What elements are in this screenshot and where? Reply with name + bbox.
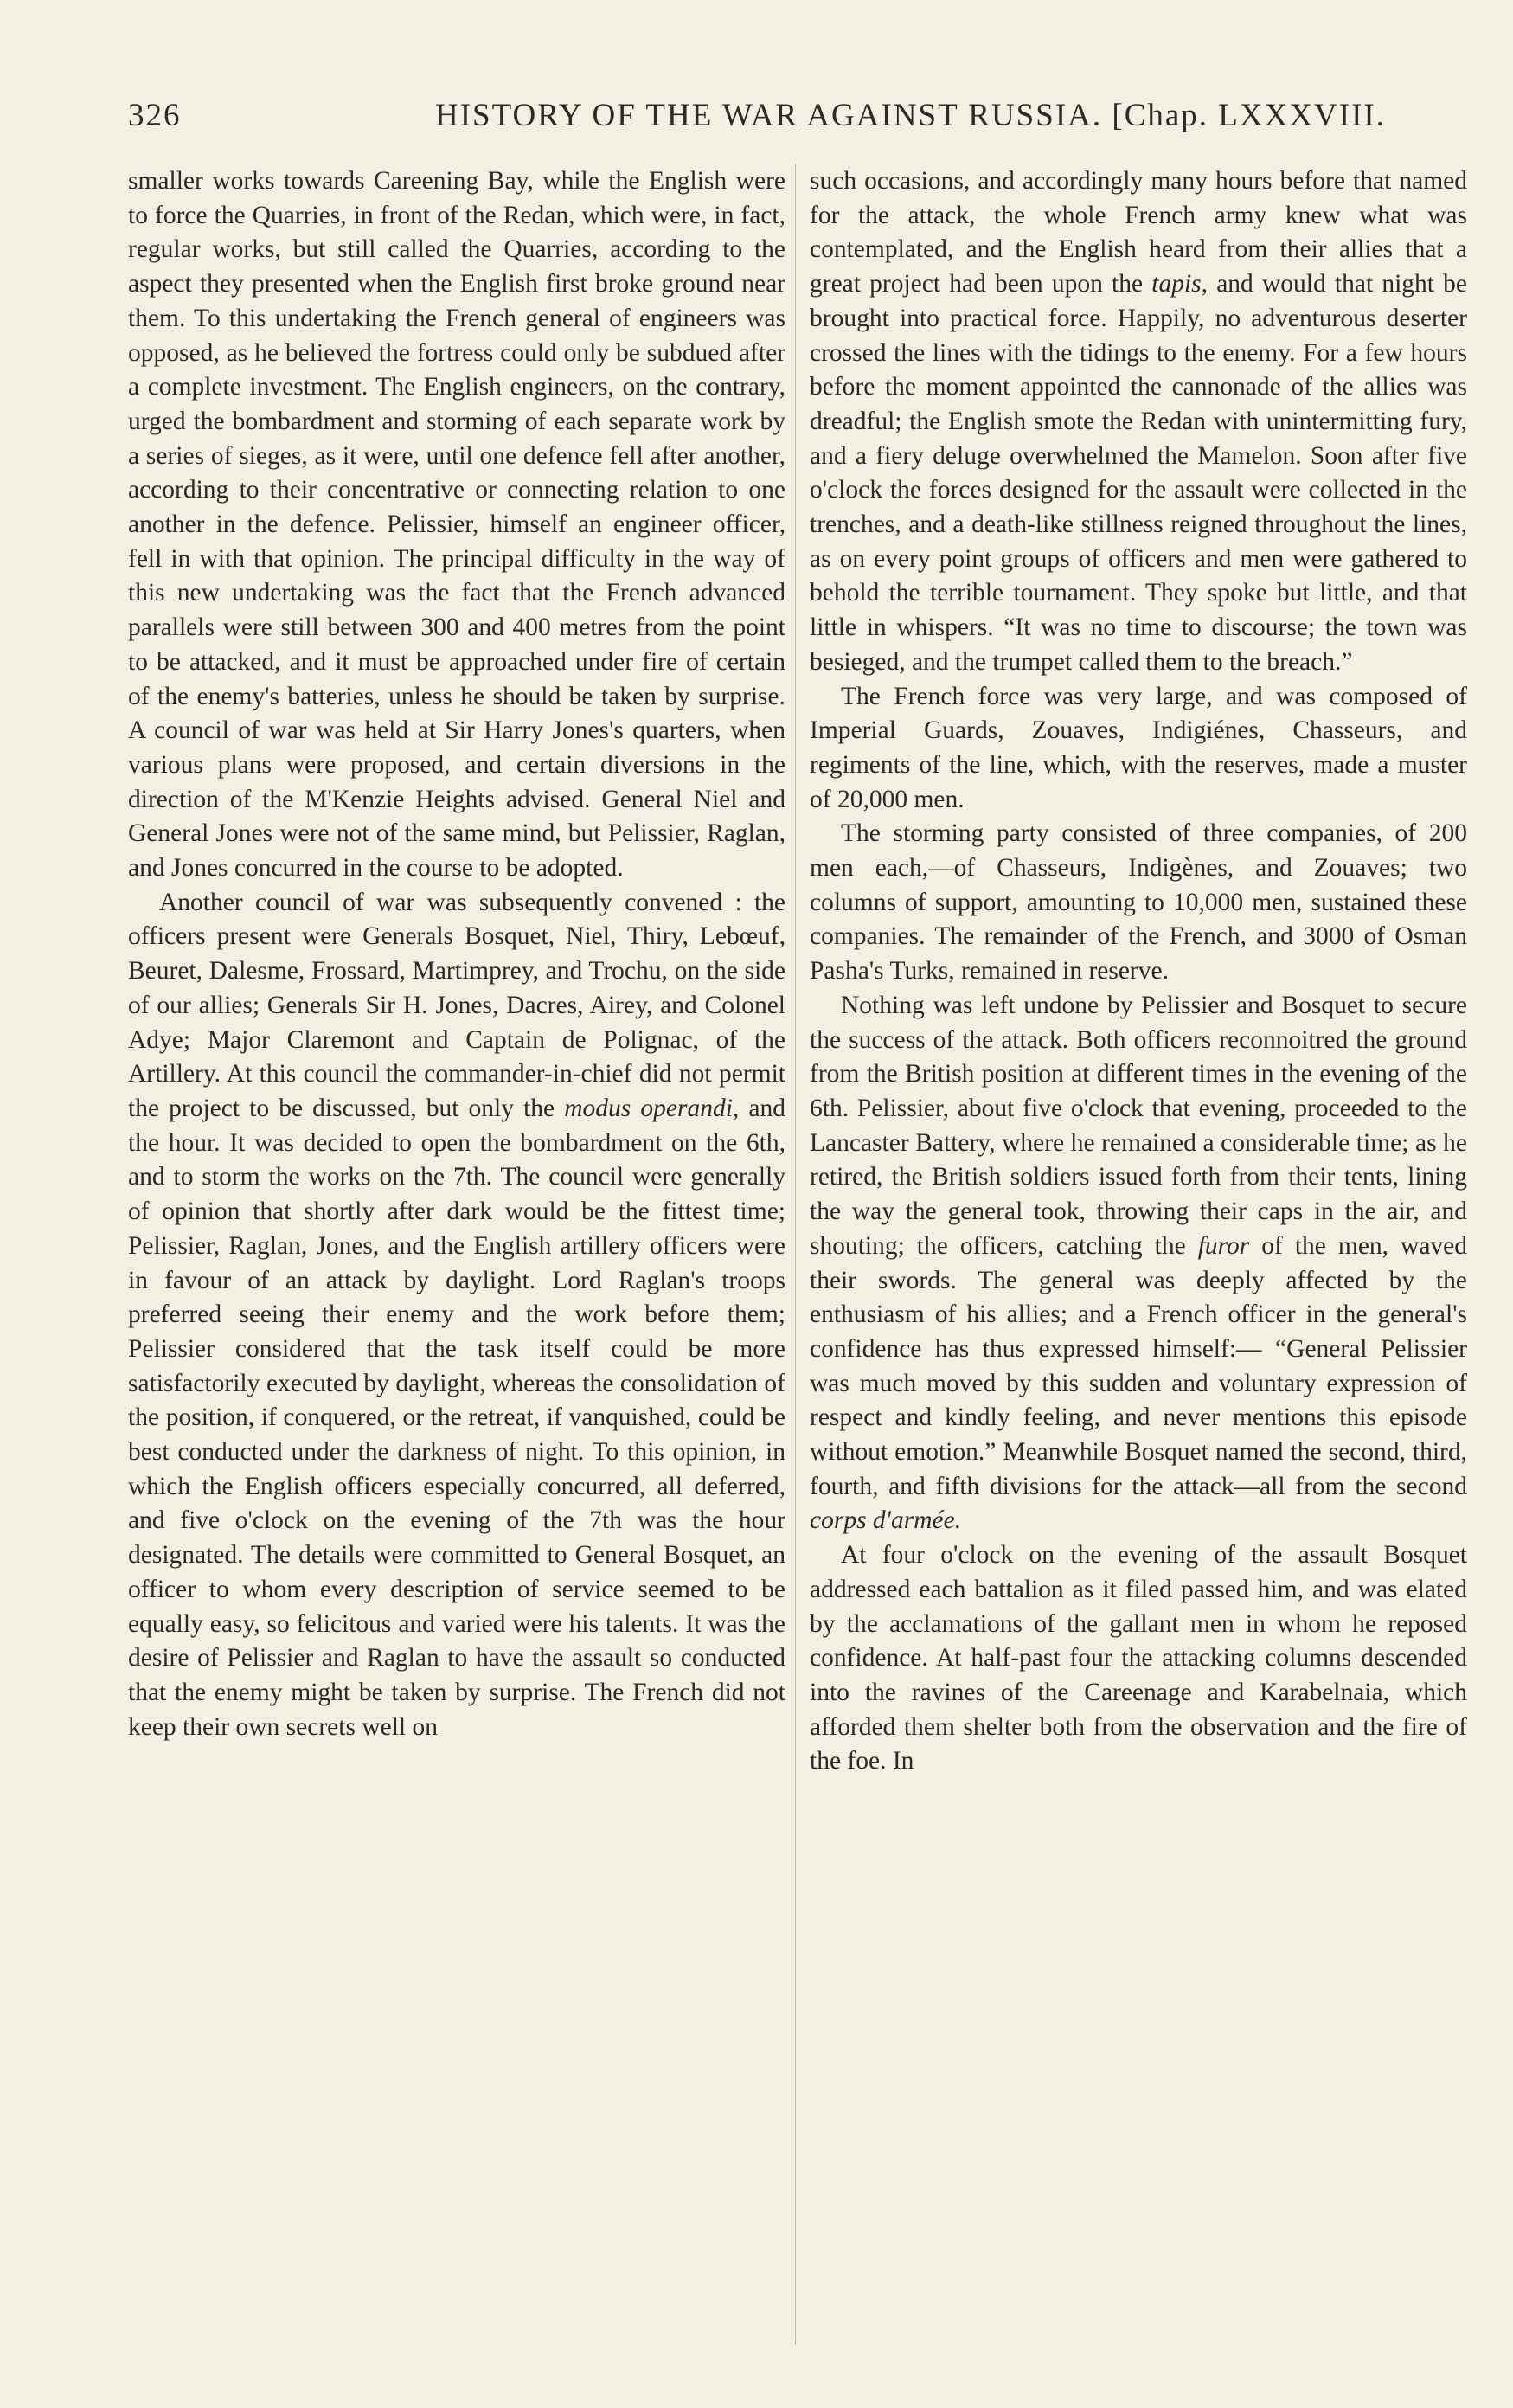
text-run: of the men, waved their swords. The general was deeply affected by the enthusiasm of his allies; and a French officer in the general's confidence has thus expressed himself:— “General Pelissier was much moved by this sudden and voluntary expression of respect and kindly feeling, and never mentions this episode without emotion.” Meanwhile Bosquet named the second, third, fourth, and fifth divisions for the attack—all from the second: [810, 1231, 1468, 1500]
text-run: Nothing was left undone by Pelissier and Bosquet to secure the success of the attack. Both officers reconnoitred the ground from the British position at different times in the evening of the 6th. Pelissier, about five o'clock that evening, proceeded to the Lancaster Battery, where he remained a considerable time; as he retired, the British soldiers issued forth from their tents, lining the way the general took, throwing their caps in the air, and shouting; the officers, catching the: [810, 991, 1467, 1260]
italic-phrase: modus operandi,: [564, 1094, 740, 1122]
paragraph: The storming party consisted of three companies, of 200 men each,—of Chasseurs, Indigènes, and Zouaves; two columns of support, amounting to 10,000 men, sustained these companies. The remainder of the French, and 3000 of Osman Pasha's Turks, remained in reserve.: [810, 819, 1467, 986]
paragraph: The French force was very large, and was composed of Imperial Guards, Zouaves, Indigiénes, Chasseurs, and regiments of the line, which, with the reserves, made a muster of 20,000 men.: [810, 682, 1467, 813]
column-divider: [795, 164, 796, 2345]
right-column: [810, 164, 1467, 1779]
paragraph: At four o'clock on the evening of the assault Bosquet addressed each battalion as it filed passed him, and was elated by the acclamations of the gallant men in whom he reposed confidence. At half-past four the attacking columns descended into the ravines of the Careenage and Karabelnaia, which afforded them shelter both from the observation and the fire of the foe. In: [810, 1541, 1467, 1775]
paragraph: [128, 886, 785, 1745]
paragraph: [810, 989, 1467, 1538]
text-run: and the hour. It was decided to open the bombardment on the 6th, and to storm the works on the 7th. The council were generally of opinion that shortly after dark would be the fittest time; Pelissier, Raglan, Jones, and the English artillery officers were in favour of an attack by daylight. Lord Raglan's troops preferred seeing their enemy and the work before them; Pelissier considered that the task itself could be more satisfactorily executed by daylight, whereas the consolidation of the position, if conquered, or the retreat, if vanquished, could be best conducted under the darkness of night. To this opinion, in which the English officers especially concurred, all deferred, and five o'clock on the evening of the 7th was the hour designated. The details were committed to General Bosquet, an officer to whom every description of service seemed to be equally easy, so felicitous and varied were his talents. It was the desire of Pelissier and Raglan to have the assault so conducted that the enemy might be taken by surprise. The French did not keep their own secrets well on: [128, 1094, 785, 1741]
text-run: such occasions, and accordingly many hours before that named for the attack, the whole French army knew what was contemplated, and the English heard from their allies that a great project had been upon the: [810, 167, 1467, 299]
text-run: and would that night be brought into practical force. Happily, no adventurous deserter crossed the lines with the tidings to the enemy. For a few hours before the moment appointed the cannonade of the allies was dreadful; the English smote the Redan with unintermitting fury, and a fiery deluge overwhelmed the Mamelon. Soon after five o'clock the forces designed for the assault were collected in the trenches, and a death-like stillness reigned throughout the lines, as on every point groups of officers and men were gathered to behold the terrible tournament. They spoke but little, and that little in whispers. “It was no time to discourse; the town was besieged, and the trumpet called them to the breach.”: [810, 270, 1468, 676]
italic-phrase: tapis,: [1151, 270, 1208, 299]
running-head: [128, 90, 1478, 142]
running-title: HISTORY OF THE WAR AGAINST RUSSIA. [Chap. LXXXVIII.: [435, 98, 1386, 133]
paragraph: [810, 164, 1467, 680]
text-run: Another council of war was subsequently convened : the officers present were Generals Bosquet, Niel, Thiry, Lebœuf, Beuret, Dalesme, Frossard, Martimprey, and Trochu, on the side of our allies; Generals Sir H. Jones, Dacres, Airey, and Colonel Adye; Major Claremont and Captain de Polignac, of the Artillery. At this council the commander-in-chief did not permit the project to be discussed, but only the: [128, 888, 785, 1122]
page-number: 326: [128, 98, 182, 133]
italic-phrase: furor: [1197, 1231, 1250, 1260]
italic-phrase: corps d'armée.: [810, 1506, 962, 1535]
paragraph: smaller works towards Careening Bay, while the English were to force the Quarries, in front of the Redan, which were, in fact, regular works, but still called the Quarries, according to the aspect they presented when the English first broke ground near them. To this undertaking the French general of engineers was opposed, as he believed the fortress could only be subdued after a complete investment. The English engineers, on the contrary, urged the bombardment and storming of each separate work by a series of sieges, as it were, until one defence fell after another, according to their concentrative or connecting relation to one another in the defence. Pelissier, himself an engineer officer, fell in with that opinion. The principal difficulty in the way of this new undertaking was the fact that the French advanced parallels were still between 300 and 400 metres from the point to be attacked, and it must be approached under fire of certain of the enemy's batteries, unless he should be taken by surprise. A council of war was held at Sir Harry Jones's quarters, when various plans were proposed, and certain diversions in the direction of the M'Kenzie Heights advised. General Niel and General Jones were not of the same mind, but Pelissier, Raglan, and Jones concurred in the course to be adopted.: [128, 167, 785, 883]
left-column: [128, 164, 785, 1744]
